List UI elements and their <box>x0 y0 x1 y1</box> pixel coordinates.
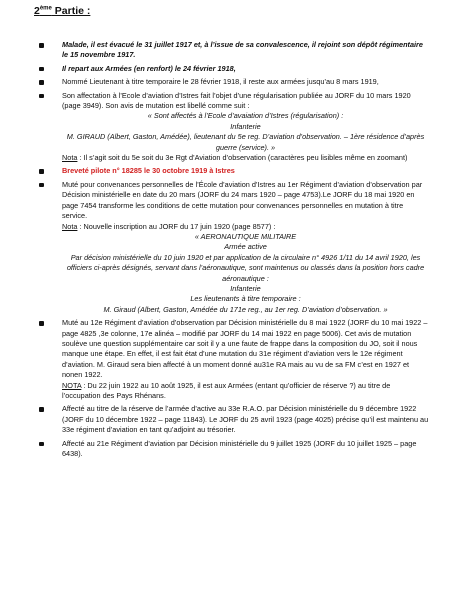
bullet-list <box>34 40 429 462</box>
section-heading: 2ème Partie : <box>34 5 91 17</box>
list-item-renfort: Il repart aux Armées (en renfort) le 24 février 1918, <box>34 64 429 74</box>
istres-text: Son affectation à l’Ecole d’aviation d’Istres fait l’objet d’une régularisation publiée au JORF du 10 mars 1920 (page 3949). Son avis de mutation est libellé comme suit : <box>62 90 411 111</box>
quote1-line1: « Sont affectés à l’Ecole d’avaiation d’Istres (régularisation) : <box>147 111 344 121</box>
list-item-brevet: Breveté pilote n° 18285 le 30 octobre 1919 à Istres <box>34 166 429 176</box>
quote2-l3: Par décision ministérielle du 10 juin 1920 et par application de la circulaire n° 4926 1/11 du 14 avril 1920, les officiers ci-après désignés, servant dans l’aéronautique, sont maintenus ou classés dans la position hors cadre aéronautique : <box>66 252 425 283</box>
quote2-l1: « AERONAUTIQUE MILITAIRE <box>194 231 297 241</box>
list-item-12e <box>34 318 429 401</box>
quote2-l5: Les lieutenants à titre temporaire : <box>190 294 301 304</box>
quote1-line2: Infanterie <box>230 121 261 131</box>
quote2-l2: Armée active <box>224 242 267 252</box>
list-item-istres <box>34 91 429 164</box>
quote2-l4: Infanterie <box>230 283 261 293</box>
item-12-text: Muté au 12e Régiment d’aviation d’observation par Décision ministérielle du 8 mai 1922 (JORF du 10 mai 1922 – page 4825 ,3e colonne, 17e alinéa – modifié par JORF du 14 mai 1922 en page 5006). Cet avis de mutation soulève une question supplémentaire car soit il y a une faute de frappe dans la composition du JO, soit il nous manque une étape. En effet, il est fait état d’une mutation du 31e régiment d’aviation vers le 12e régiment d’aviation. M. Giraud sera bien affecté à un moment donné au31e RA mais au vu de sa FM c’est en 1927 et nonen 1922. <box>62 318 428 380</box>
list-item-evacuation: Malade, il est évacué le 31 juillet 1917 et, à l’issue de sa convalescence, il rejoint son dépôt régimentaire le 15 novembre 1917. <box>34 40 429 61</box>
list-item-33e: Affecté au titre de la réserve de l’armée d’active au 33e R.A.O. par Décision ministérielle du 9 décembre 1922 (JORF du 10 décembre 1922 – page 11843). Le JORF du 25 avril 1923 (page 4025) précise qu’il est maintenu au 33e régiment d’aviation en tant qu’adjoint au trésorier. <box>34 404 429 435</box>
list-item-mutation-1er <box>34 180 429 315</box>
mutation-text: Muté pour convenances personnelles de l’École d’aviation d’Istres au 1er Régiment d’aviation d’observation par Décision ministérielle en date du 20 mars (JORF du 24 mars 1920 – page 4753).Le JORF du 18 mai 1920 en page 7454 transforme les conditions de cette mutation pour convenances personnelles en mutation à titre service. <box>62 179 423 221</box>
quote2-l6: M. Giraud (Albert, Gaston, Amédée du 171e reg., au 1er reg. D’aviation d’observation. » <box>103 304 388 314</box>
list-item-lieutenant: Nommé Lieutenant à titre temporaire le 28 février 1918, il reste aux armées jusqu’au 8 mars 1919, <box>34 77 429 87</box>
quote1-line3: M. GIRAUD (Albert, Gaston, Amédée), lieutenant du 5e reg. D’aviation d’observation. – 1ère résidence d’après guerre (service). » <box>66 132 425 152</box>
nota2: Nota : Nouvelle inscription au JORF du 17 juin 1920 (page 8577) : <box>62 221 276 231</box>
list-item-21e: Affecté au 21e Régiment d’aviation par Décision ministérielle du 9 juillet 1925 (JORF du 10 juillet 1925 – page 6438). <box>34 439 429 460</box>
nota3: NOTA : Du 22 juin 1922 au 10 août 1925, il est aux Armées (entant qu’officier de réserve ?) au titre de l’occupation des Pays Rhénans. <box>62 380 391 400</box>
nota1: Nota : Il s’agit soit du 5e soit du 3e Rgt d’Aviation d’observation (caractères peu lisibles même en zoomant) <box>62 153 408 163</box>
